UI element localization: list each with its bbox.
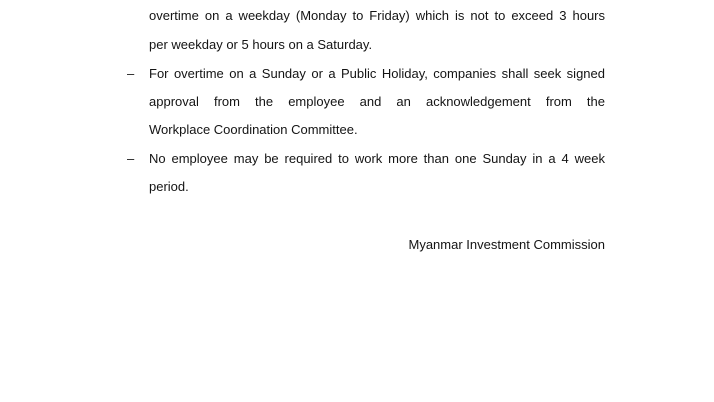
bullet-marker: – bbox=[127, 66, 135, 81]
bullet-text-line: No employee may be required to work more than one Sunday in a 4 week bbox=[149, 151, 605, 166]
bullet-text-line: period. bbox=[149, 179, 189, 194]
bullet-marker: – bbox=[127, 151, 135, 166]
bullet-text-line: For overtime on a Sunday or a Public Holiday, companies shall seek signed bbox=[149, 66, 605, 81]
bullet-text-line: approval from the employee and an acknowledgement from the bbox=[149, 94, 605, 109]
bullet-text-line: overtime on a weekday (Monday to Friday) which is not to exceed 3 hours bbox=[149, 8, 605, 23]
signature-line: Myanmar Investment Commission bbox=[408, 237, 605, 252]
bullet-text-line: Workplace Coordination Committee. bbox=[149, 122, 358, 137]
bullet-text-line: per weekday or 5 hours on a Saturday. bbox=[149, 37, 373, 52]
